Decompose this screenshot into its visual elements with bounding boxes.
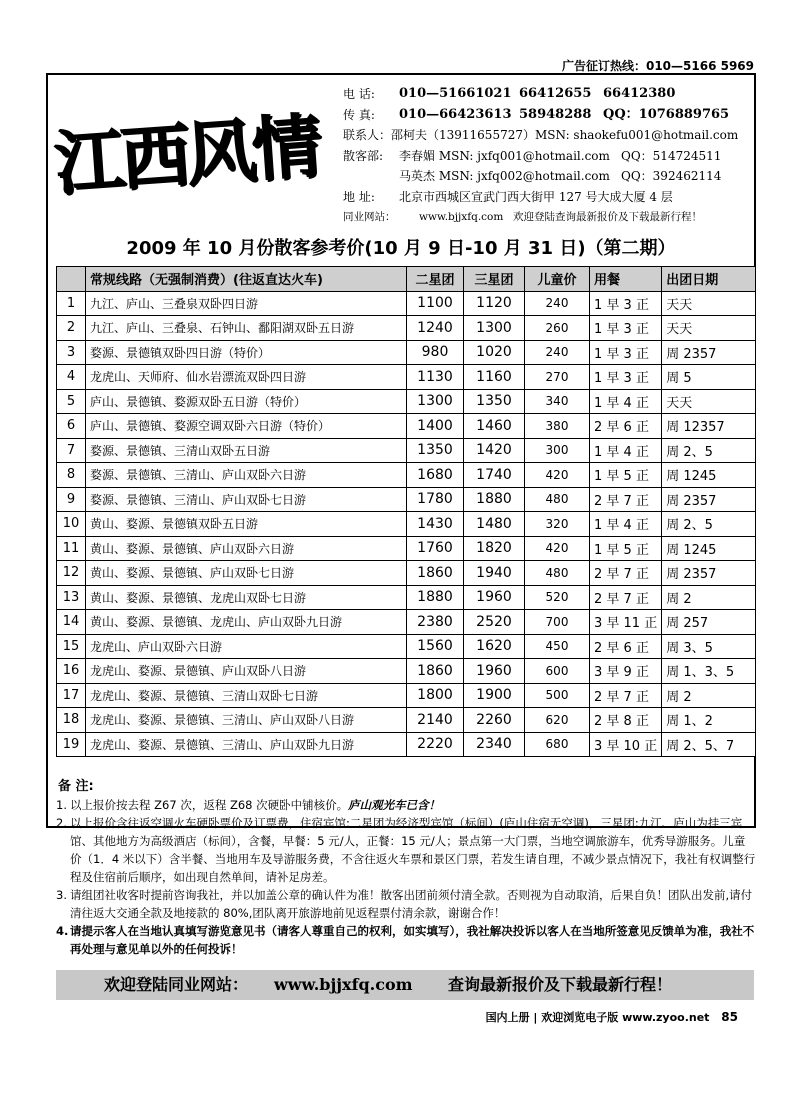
row-number: 10 [57, 512, 86, 537]
route-name: 黄山、婺源、景德镇、庐山双卧七日游 [86, 561, 407, 586]
route-name: 九江、庐山、三叠泉双卧四日游 [86, 291, 407, 316]
meal-plan: 1 早 5 正 [590, 463, 662, 488]
two-star-price: 1130 [407, 365, 464, 390]
notes-title: 备 注: [58, 779, 94, 794]
phone-2: 66412655 [519, 86, 592, 101]
table-row [57, 291, 756, 316]
table-row [57, 585, 756, 610]
child-price: 300 [525, 438, 590, 463]
phone-3: 66412380 [603, 86, 676, 101]
row-number: 6 [57, 414, 86, 439]
meal-plan: 3 早 10 正 [590, 732, 662, 757]
table-row [57, 536, 756, 561]
header-route: 常规线路（无强制消费）(往返直达火车) [86, 267, 407, 292]
note-3 [56, 886, 756, 922]
route-name: 黄山、婺源、景德镇、龙虎山双卧七日游 [86, 585, 407, 610]
child-price: 520 [525, 585, 590, 610]
child-price: 600 [525, 659, 590, 684]
footer-text: 国内上册 | 欢迎浏览电子版 www.zyoo.net [485, 1011, 710, 1024]
meal-plan: 1 早 4 正 [590, 438, 662, 463]
route-name: 龙虎山、婺源、景德镇、三清山、庐山双卧九日游 [86, 732, 407, 757]
meal-plan: 2 早 6 正 [590, 634, 662, 659]
two-star-price: 1860 [407, 561, 464, 586]
route-price-table [56, 266, 756, 757]
note-2 [56, 814, 756, 886]
banner-left: 欢迎登陆同业网站： [104, 975, 249, 994]
phone-1: 010—51661021 [399, 86, 512, 101]
table-row [57, 487, 756, 512]
row-number: 9 [57, 487, 86, 512]
departure-days: 周 2、5 [662, 438, 756, 463]
two-star-price: 2220 [407, 732, 464, 757]
departure-days: 周 5 [662, 365, 756, 390]
departure-days: 周 257 [662, 610, 756, 635]
header-meal: 用餐 [590, 267, 662, 292]
row-number: 2 [57, 316, 86, 341]
qq-main: QQ：1076889765 [603, 106, 730, 122]
fax-row [343, 105, 753, 126]
departure-days: 周 1、3、5 [662, 659, 756, 684]
route-name: 龙虎山、婺源、景德镇、庐山双卧八日游 [86, 659, 407, 684]
departure-days: 周 2、5、7 [662, 732, 756, 757]
table-body [57, 291, 756, 757]
meal-plan: 2 早 7 正 [590, 487, 662, 512]
site-label: 同业网站： [343, 211, 396, 223]
route-name: 婺源、景德镇、三清山双卧五日游 [86, 438, 407, 463]
table-row [57, 659, 756, 684]
route-name: 庐山、景德镇、婺源空调双卧六日游（特价） [86, 414, 407, 439]
departure-days: 周 1245 [662, 463, 756, 488]
two-star-price: 1560 [407, 634, 464, 659]
notes-section [56, 778, 756, 958]
route-name: 龙虎山、婺源、景德镇、三清山双卧七日游 [86, 683, 407, 708]
departure-days: 天天 [662, 389, 756, 414]
child-price: 320 [525, 512, 590, 537]
departure-days: 周 1245 [662, 536, 756, 561]
note-1-text: 以上报价按去程 Z67 次，返程 Z68 次硬卧中铺核价。 [70, 798, 349, 812]
note-2-text: 以上报价含往返空调火车硬卧票价及订票费，住宿宾馆:二星团为经济型宾馆（标间）(庐山住宿无空调)，三星团:九江、庐山为挂三宾馆、其他地方为高级酒店（标间），含餐，早餐：5 元/人，正餐：15 元/人；景点第一大门票，当地空调旅游车，优秀导游服务。儿童价（1．4 米以下）含半餐、当地用车及导游服务费，不含往返火车票和景区门票，若发生请自理，不减少景点情况下，我社有权调整行程及住宿前后顺序，如出现自然单间，请补足房差。 [70, 816, 756, 884]
table-row [57, 463, 756, 488]
three-star-price: 2340 [464, 732, 525, 757]
row-number: 12 [57, 561, 86, 586]
site-url[interactable]: www.bjjxfq.com [419, 211, 504, 223]
table-row [57, 340, 756, 365]
row-number: 19 [57, 732, 86, 757]
two-star-price: 1400 [407, 414, 464, 439]
two-star-price: 1780 [407, 487, 464, 512]
page-footer [486, 1009, 738, 1025]
header-child: 儿童价 [525, 267, 590, 292]
note-1-emphasis: 庐山观光车已含！ [348, 798, 441, 812]
header-two-star: 二星团 [407, 267, 464, 292]
contact-block [343, 84, 753, 228]
site-row [343, 207, 753, 228]
table-row [57, 561, 756, 586]
route-name: 庐山、景德镇、婺源双卧五日游（特价） [86, 389, 407, 414]
meal-plan: 1 早 3 正 [590, 365, 662, 390]
row-number: 5 [57, 389, 86, 414]
departure-days: 周 1、2 [662, 708, 756, 733]
departure-days: 周 2 [662, 683, 756, 708]
header-no [57, 267, 86, 292]
table-header-row [57, 267, 756, 292]
ad-hotline: 广告征订热线：010—5166 5969 [561, 59, 754, 73]
meal-plan: 3 早 9 正 [590, 659, 662, 684]
row-number: 4 [57, 365, 86, 390]
note-2-number: 2. [56, 816, 67, 830]
table-row [57, 512, 756, 537]
child-price: 420 [525, 463, 590, 488]
header-days: 出团日期 [662, 267, 756, 292]
child-price: 620 [525, 708, 590, 733]
departure-days: 周 2、5 [662, 512, 756, 537]
retail-row-1 [343, 146, 753, 167]
child-price: 500 [525, 683, 590, 708]
fax-label: 传 真: [343, 107, 375, 122]
route-name: 婺源、景德镇双卧四日游（特价） [86, 340, 407, 365]
table-row [57, 610, 756, 635]
route-name: 黄山、婺源、景德镇、庐山双卧六日游 [86, 536, 407, 561]
table-row [57, 365, 756, 390]
departure-days: 周 2 [662, 585, 756, 610]
two-star-price: 1880 [407, 585, 464, 610]
address-text: 北京市西城区宣武门西大街甲 127 号大成大厦 4 层 [399, 189, 673, 204]
row-number: 16 [57, 659, 86, 684]
brand-logo [51, 80, 339, 230]
three-star-price: 1420 [464, 438, 525, 463]
table-row [57, 683, 756, 708]
three-star-price: 1020 [464, 340, 525, 365]
table-row [57, 316, 756, 341]
two-star-price: 1100 [407, 291, 464, 316]
table-row [57, 732, 756, 757]
child-price: 260 [525, 316, 590, 341]
row-number: 8 [57, 463, 86, 488]
two-star-price: 1680 [407, 463, 464, 488]
fax-1: 010—66423613 [399, 106, 512, 122]
table-row [57, 438, 756, 463]
retail-1-qq: QQ：514724511 [621, 148, 722, 163]
retail-2-qq: QQ：392462114 [621, 169, 722, 183]
two-star-price: 1800 [407, 683, 464, 708]
child-price: 700 [525, 610, 590, 635]
child-price: 480 [525, 561, 590, 586]
meal-plan: 1 早 4 正 [590, 389, 662, 414]
route-name: 黄山、婺源、景德镇、龙虎山、庐山双卧九日游 [86, 610, 407, 635]
page-number: 85 [721, 1010, 738, 1024]
retail-label: 散客部: [343, 148, 384, 163]
logo-text: 江西风情 [51, 103, 321, 206]
meal-plan: 2 早 8 正 [590, 708, 662, 733]
note-1-number: 1. [56, 798, 67, 812]
meal-plan: 1 早 3 正 [590, 316, 662, 341]
row-number: 14 [57, 610, 86, 635]
meal-plan: 1 早 3 正 [590, 340, 662, 365]
website-banner [56, 970, 754, 1000]
phone-row [343, 84, 753, 105]
two-star-price: 1240 [407, 316, 464, 341]
table-row [57, 414, 756, 439]
address-row [343, 187, 753, 208]
route-name: 黄山、婺源、景德镇双卧五日游 [86, 512, 407, 537]
three-star-price: 1120 [464, 291, 525, 316]
three-star-price: 1740 [464, 463, 525, 488]
two-star-price: 1430 [407, 512, 464, 537]
departure-days: 天天 [662, 316, 756, 341]
child-price: 240 [525, 340, 590, 365]
child-price: 270 [525, 365, 590, 390]
note-3-number: 3. [56, 888, 67, 902]
meal-plan: 1 早 3 正 [590, 291, 662, 316]
departure-days: 周 2357 [662, 561, 756, 586]
row-number: 3 [57, 340, 86, 365]
meal-plan: 2 早 7 正 [590, 561, 662, 586]
two-star-price: 980 [407, 340, 464, 365]
price-heading: 2009 年 10 月份散客参考价(10 月 9 日-10 月 31 日)（第二期） [126, 238, 676, 259]
note-3-text: 请组团社收客时提前咨询我社，并以加盖公章的确认件为准！散客出团前须付清全款。否则视为自动取消，后果自负！团队出发前,请付清往返大交通全款及地接款的 80%,团队离开旅游地前见返程票付清余款，谢谢合作！ [70, 888, 753, 920]
meal-plan: 2 早 7 正 [590, 585, 662, 610]
two-star-price: 1860 [407, 659, 464, 684]
three-star-price: 1480 [464, 512, 525, 537]
child-price: 450 [525, 634, 590, 659]
two-star-price: 1760 [407, 536, 464, 561]
banner-url[interactable]: www.bjjxfq.com [274, 975, 413, 994]
meal-plan: 1 早 5 正 [590, 536, 662, 561]
two-star-price: 1300 [407, 389, 464, 414]
address-label: 地 址: [343, 189, 375, 204]
note-4 [56, 922, 756, 958]
three-star-price: 2260 [464, 708, 525, 733]
meal-plan: 2 早 6 正 [590, 414, 662, 439]
three-star-price: 1940 [464, 561, 525, 586]
note-4-number: 4. [56, 924, 69, 938]
note-1 [56, 796, 756, 814]
table-row [57, 389, 756, 414]
three-star-price: 1300 [464, 316, 525, 341]
two-star-price: 2140 [407, 708, 464, 733]
retail-2-msn: 马英杰 MSN: jxfq002@hotmail.com [399, 169, 610, 183]
route-name: 婺源、景德镇、三清山、庐山双卧六日游 [86, 463, 407, 488]
three-star-price: 1160 [464, 365, 525, 390]
table-row [57, 634, 756, 659]
three-star-price: 2520 [464, 610, 525, 635]
meal-plan: 2 早 7 正 [590, 683, 662, 708]
route-name: 龙虎山、婺源、景德镇、三清山、庐山双卧八日游 [86, 708, 407, 733]
child-price: 480 [525, 487, 590, 512]
three-star-price: 1350 [464, 389, 525, 414]
three-star-price: 1880 [464, 487, 525, 512]
banner-right: 查询最新报价及下载最新行程！ [448, 975, 673, 994]
header-three-star: 三星团 [464, 267, 525, 292]
three-star-price: 1960 [464, 585, 525, 610]
child-price: 680 [525, 732, 590, 757]
child-price: 380 [525, 414, 590, 439]
two-star-price: 1350 [407, 438, 464, 463]
route-name: 婺源、景德镇、三清山、庐山双卧七日游 [86, 487, 407, 512]
row-number: 13 [57, 585, 86, 610]
row-number: 15 [57, 634, 86, 659]
three-star-price: 1960 [464, 659, 525, 684]
departure-days: 周 2357 [662, 487, 756, 512]
meal-plan: 3 早 11 正 [590, 610, 662, 635]
three-star-price: 1620 [464, 634, 525, 659]
two-star-price: 2380 [407, 610, 464, 635]
note-4-text: 请提示客人在当地认真填写游览意见书（请客人尊重自己的权利，如实填写），我社解决投诉以客人在当地所签意见反馈单为准，我社不再处理与意见单以外的任何投诉！ [70, 924, 755, 956]
row-number: 17 [57, 683, 86, 708]
contact-person: 联系人：邵柯夫（13911655727）MSN: shaokefu001@hotmail.com [343, 128, 739, 142]
retail-row-2 [343, 166, 753, 187]
row-number: 1 [57, 291, 86, 316]
route-name: 龙虎山、天师府、仙水岩漂流双卧四日游 [86, 365, 407, 390]
table-row [57, 708, 756, 733]
retail-1-msn: 李春媚 MSN: jxfq001@hotmail.com [399, 148, 610, 163]
fax-2: 58948288 [519, 106, 592, 122]
row-number: 7 [57, 438, 86, 463]
meal-plan: 1 早 4 正 [590, 512, 662, 537]
child-price: 420 [525, 536, 590, 561]
row-number: 11 [57, 536, 86, 561]
three-star-price: 1460 [464, 414, 525, 439]
departure-days: 周 12357 [662, 414, 756, 439]
phone-label: 电 话: [343, 87, 375, 101]
child-price: 340 [525, 389, 590, 414]
route-name: 九江、庐山、三叠泉、石钟山、鄱阳湖双卧五日游 [86, 316, 407, 341]
child-price: 240 [525, 291, 590, 316]
site-note: 欢迎登陆查询最新报价及下载最新行程！ [513, 211, 702, 223]
departure-days: 周 2357 [662, 340, 756, 365]
three-star-price: 1820 [464, 536, 525, 561]
row-number: 18 [57, 708, 86, 733]
route-name: 龙虎山、庐山双卧六日游 [86, 634, 407, 659]
departure-days: 周 3、5 [662, 634, 756, 659]
three-star-price: 1900 [464, 683, 525, 708]
departure-days: 天天 [662, 291, 756, 316]
